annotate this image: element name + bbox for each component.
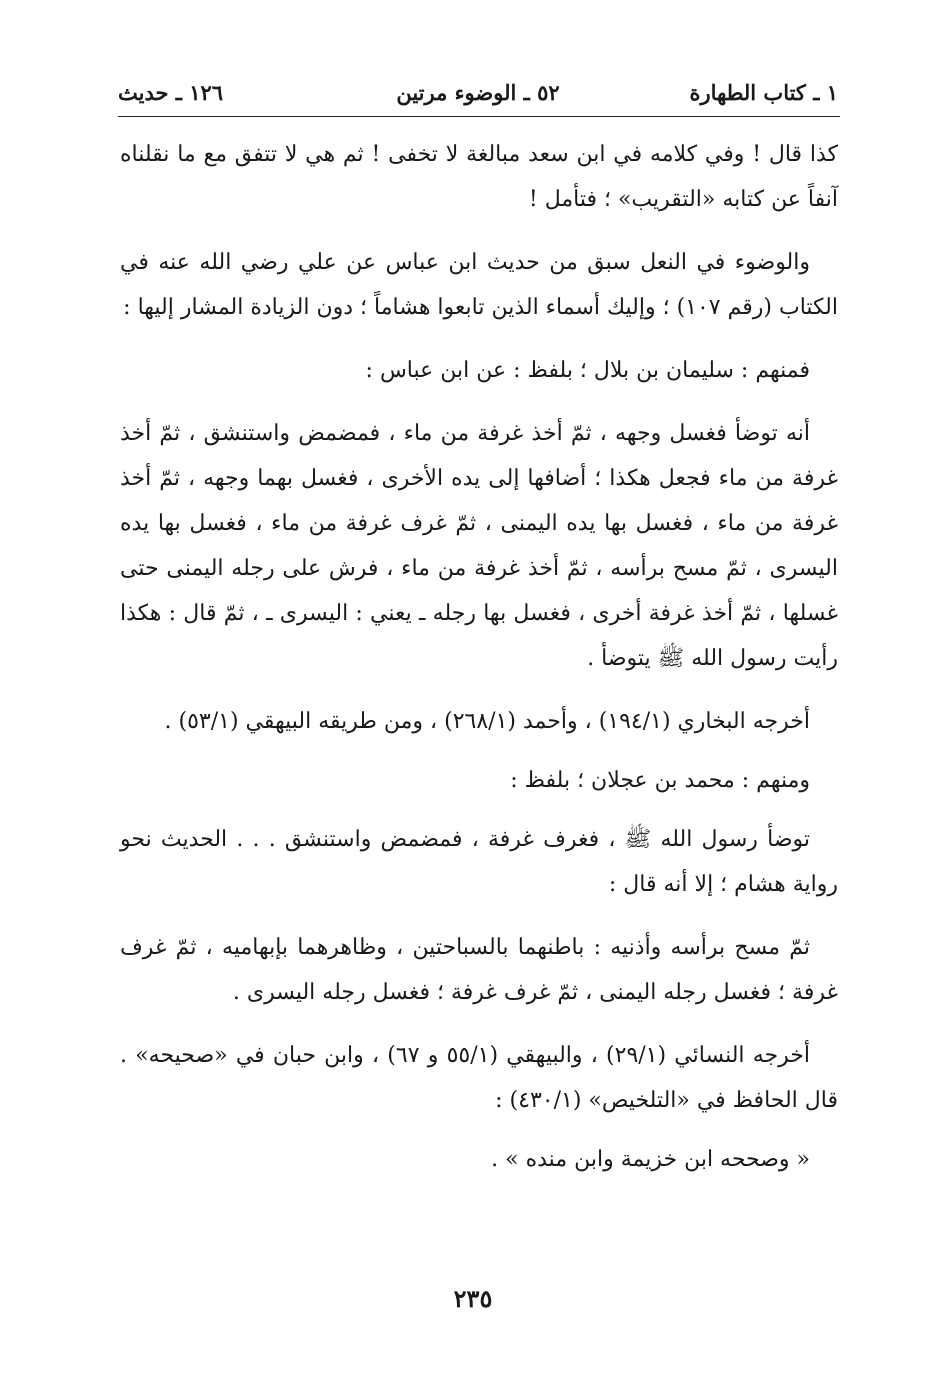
running-header: [118, 76, 838, 112]
header-chapter-title: ٥٢ ـ الوضوء مرتين: [396, 80, 560, 105]
header-hadith-number: ١٢٦ ـ حديث: [118, 80, 224, 105]
takhrij-paragraph: أخرجه النسائي (٢٩/١) ، والبيهقي (٥٥/١ و ٦٧) ، وابن حبان في «صحيحه» . قال الحافظ في «التلخيص» (٤٣٠/١) :: [120, 1043, 838, 1113]
page-number: ٢٣٥: [453, 1284, 493, 1313]
takhrij-paragraph: أخرجه البخاري (١٩٤/١) ، وأحمد (٢٦٨/١) ، ومن طريقه البيهقي (٥٣/١) .: [164, 709, 810, 734]
paragraph: فمنهم : سليمان بن بلال ؛ بلفظ : عن ابن عباس :: [365, 358, 810, 383]
header-rule: [118, 116, 840, 117]
paragraph: والوضوء في النعل سبق من حديث ابن عباس عن علي رضي الله عنه في الكتاب (رقم ١٠٧) ؛ وإليك أسماء الذين تابعوا هشاماً ؛ دون الزيادة المشار إليها :: [120, 250, 838, 320]
paragraph: كذا قال ! وفي كلامه في ابن سعد مبالغة لا تخفى ! ثم هي لا تتفق مع ما نقلناه آنفاً عن كتابه «التقريب» ؛ فتأمل !: [120, 142, 838, 212]
hadith-text: أنه توضأ فغسل وجهه ، ثمّ أخذ غرفة من ماء ، فمضمض واستنشق ، ثمّ أخذ غرفة من ماء فجعل هكذا ؛ أضافها إلى يده الأخرى ، فغسل بهما وجهه ، ثمّ أخذ غرفة من ماء ، فغسل بها يده اليمنى ، ثمّ غرف غرفة من ماء ، فغسل بها يده اليسرى ، ثمّ مسح برأسه ، ثمّ أخذ غرفة من ماء ، فرش على رجله اليمنى حتى غسلها ، ثمّ أخذ غرفة أخرى ، فغسل بها رجله ـ يعني : اليسرى ـ ، ثمّ قال : هكذا رأيت رسول الله ﷺ يتوضأ .: [120, 421, 838, 671]
quote-paragraph: « وصححه ابن خزيمة وابن منده » .: [491, 1147, 810, 1172]
hadith-text: توضأ رسول الله ﷺ ، فغرف غرفة ، فمضمض واستنشق . . . الحديث نحو رواية هشام ؛ إلا أنه قال :: [120, 827, 838, 897]
paragraph: ومنهم : محمد بن عجلان ؛ بلفظ :: [510, 768, 810, 793]
page-body: [120, 132, 838, 1200]
header-book-title: ١ ـ كتاب الطهارة: [689, 80, 838, 105]
hadith-text: ثمّ مسح برأسه وأذنيه : باطنهما بالسباحتين ، وظاهرهما بإبهاميه ، ثمّ غرف غرفة ؛ فغسل رجله اليمنى ، ثمّ غرف غرفة ؛ فغسل رجله اليسرى .: [120, 935, 838, 1005]
